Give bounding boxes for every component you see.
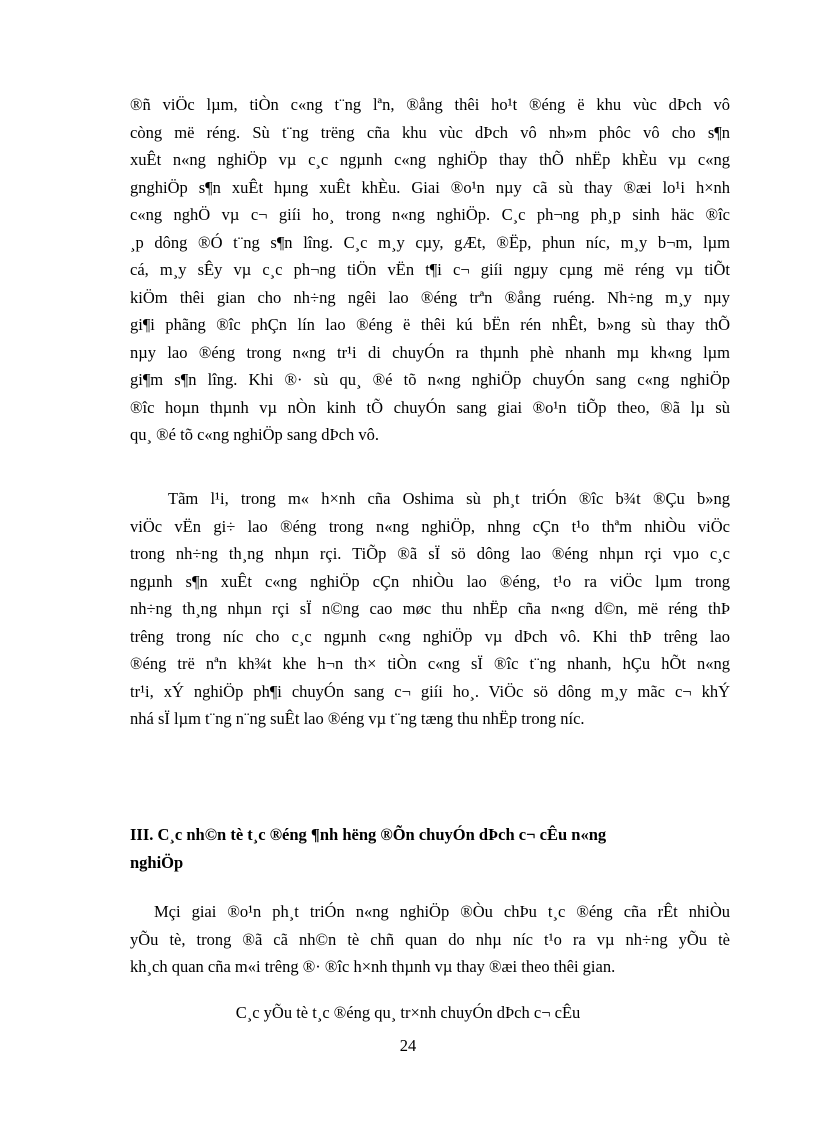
page-number: 24 [399,1036,417,1055]
section-heading [130,821,730,877]
paragraph-1-line: nµy lao ®éng trong n«ng tr¹i di chuyÓn ra thµnh phè nhanh mµ kh«ng lµm [130,342,730,362]
body-paragraph-2 [130,485,730,733]
paragraph-3-line: kh¸ch quan cña m«i trêng ®· ®îc h×nh thµnh vµ thay ®æi theo thêi gian. [130,957,616,976]
figure-caption: C¸c yÕu tè t¸c ®éng qu¸ tr×nh chuyÓn dÞch c¬ cÊu [235,1003,581,1022]
paragraph-2-line: ®éng trë nªn kh¾t khe h¬n th× tiÒn c«ng sÏ ®îc t¨ng nhanh, hÇu hÕt n«ng [130,654,730,673]
paragraph-2-line: nh÷ng th¸ng nhµn rçi sÏ n©ng cao møc thu nhËp cña n«ng d©n, më réng thÞ [130,599,730,618]
paragraph-2-line: viÖc vËn gi÷ lao ®éng trong n«ng nghiÖp, nhng cÇn t¹o thªm nhiÒu viÖc [130,516,730,536]
paragraph-1-line: ®ñ viÖc lµm, tiÒn c«ng t¨ng lªn, ®ång thêi ho¹t ®éng ë khu vùc dÞch vô [130,95,730,114]
paragraph-3-line: Mçi giai ®o¹n ph¸t triÓn n«ng nghiÖp ®Òu chÞu t¸c ®éng cña rÊt nhiÒu [154,902,730,921]
paragraph-1-line: cá, m¸y sÊy vµ c¸c ph¬ng tiÖn vËn t¶i c¬ giíi ngµy cµng më réng vµ tiÕt [130,260,730,279]
paragraph-1-line: gi¶i phãng ®îc phÇn lín lao ®éng ë thêi kú bËn rén nhÊt, b»ng sù thay thÕ [130,315,730,334]
paragraph-2-line: nhá sÏ lµm t¨ng n¨ng suÊt lao ®éng vµ t¨ng tæng thu nhËp trong níc. [130,709,585,728]
paragraph-2-line: ngµnh s¶n xuÊt c«ng nghiÖp cÇn nhiÒu lao ®éng, t¹o ra viÖc lµm trong [130,571,730,591]
paragraph-1-line: gnghiÖp s¶n xuÊt hµng xuÊt khÈu. Giai ®o¹n nµy cã sù thay ®æi lo¹i h×nh [130,177,730,197]
paragraph-1-line: gi¶m s¶n lîng. Khi ®· sù qu¸ ®é tõ n«ng nghiÖp chuyÓn sang c«ng nghiÖp [130,370,730,389]
paragraph-2-line: trong nh÷ng th¸ng nhµn rçi. TiÕp ®ã sÏ sö dông lao ®éng nhµn rçi vµo c¸c [130,544,730,563]
paragraph-2-line: trêng trong níc cho c¸c ngµnh c«ng nghiÖp vµ dÞch vô. Khi thÞ trêng lao [130,626,730,646]
section-heading-line-2: nghiÖp [130,853,184,872]
paragraph-1-line: xuÊt n«ng nghiÖp vµ c¸c ngµnh c«ng nghiÖp thay thÕ nhËp khÈu vµ c«ng [130,150,730,169]
paragraph-1-line: kiÖm thêi gian cho nh÷ng ngêi lao ®éng trªn ®ång ruéng. Nh÷ng m¸y nµy [130,287,730,307]
paragraph-2-line: Tãm l¹i, trong m« h×nh cña Oshima sù ph¸t triÓn ®îc b¾t ®Çu b»ng [168,489,730,508]
section-heading-line-1: III. C¸c nh©n tè t¸c ®éng ¶nh hëng ®Õn chuyÓn dÞch c¬ cÊu n«ng [130,825,607,844]
paragraph-1-line: qu¸ ®é tõ c«ng nghiÖp sang dÞch vô. [130,425,380,444]
body-paragraph-3 [130,898,730,981]
paragraph-2-line: tr¹i, xÝ nghiÖp ph¶i chuyÓn sang c¬ giíi ho¸. ViÖc sö dông m¸y mãc c¬ khÝ [130,681,730,701]
paragraph-3-line: yÕu tè, trong ®ã cã nh©n tè chñ quan do nhµ níc t¹o ra vµ nh÷ng yÕu tè [130,929,730,949]
paragraph-1-line: ¸p dông ®Ó t¨ng s¶n lîng. C¸c m¸y cµy, gÆt, ®Ëp, phun níc, m¸y b¬m, lµm [130,232,730,252]
paragraph-1-line: c«ng nghÖ vµ c¬ giíi ho¸ trong n«ng nghiÖp. C¸c ph¬ng ph¸p sinh häc ®îc [130,205,730,224]
paragraph-1-line: ®îc hoµn thµnh vµ nÒn kinh tÕ chuyÓn sang giai ®o¹n tiÕp theo, ®ã lµ sù [130,397,730,417]
paragraph-1-line: còng më réng. Sù t¨ng trëng cña khu vùc dÞch vô nh»m phôc vô cho s¶n [130,122,730,142]
body-paragraph-1 [130,91,730,449]
